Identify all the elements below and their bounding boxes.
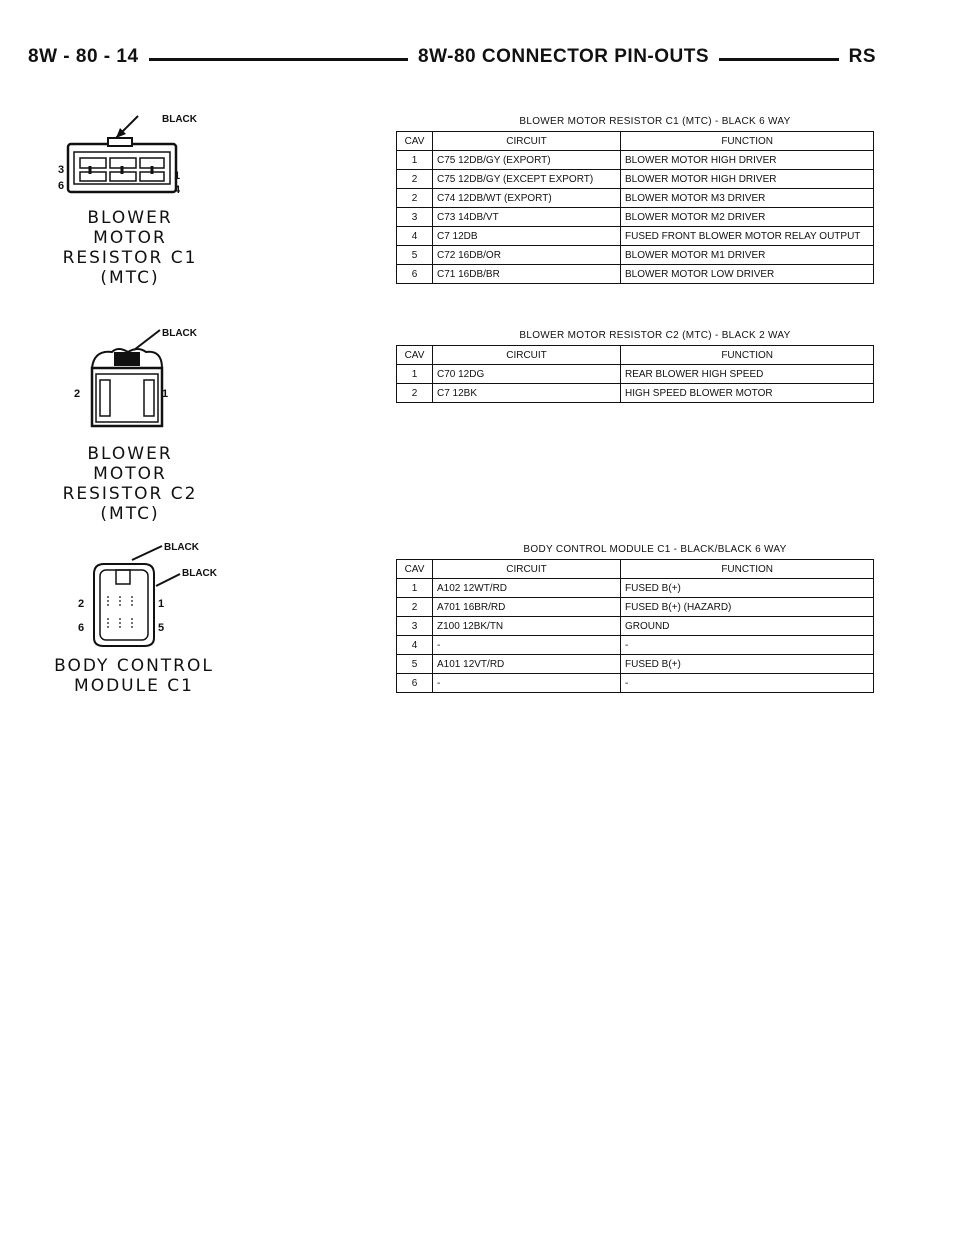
- column-header-function: FUNCTION: [621, 346, 874, 365]
- table-row: [397, 246, 874, 265]
- circuit-cell: A101 12VT/RD: [433, 655, 621, 674]
- function-cell: BLOWER MOTOR LOW DRIVER: [621, 265, 874, 284]
- function-cell: FUSED B(+): [621, 579, 874, 598]
- column-header-function: FUNCTION: [621, 560, 874, 579]
- table-row: [397, 365, 874, 384]
- circuit-cell: A102 12WT/RD: [433, 579, 621, 598]
- column-header-cav: CAV: [397, 132, 433, 151]
- cav-cell: 6: [397, 674, 433, 693]
- connector-label: BLOWER MOTOR RESISTOR C2 (MTC): [62, 444, 198, 524]
- cav-cell: 2: [397, 384, 433, 403]
- circuit-cell: C7 12BK: [433, 384, 621, 403]
- cav-cell: 5: [397, 655, 433, 674]
- color-callout-top: BLACK: [164, 542, 199, 553]
- function-cell: BLOWER MOTOR HIGH DRIVER: [621, 170, 874, 189]
- table-row: [397, 227, 874, 246]
- table-title: BLOWER MOTOR RESISTOR C1 (MTC) - BLACK 6 WAY: [519, 116, 791, 127]
- pinout-table: [396, 131, 874, 284]
- table-row: [397, 384, 874, 403]
- function-cell: BLOWER MOTOR HIGH DRIVER: [621, 151, 874, 170]
- color-callout-side: BLACK: [182, 568, 217, 579]
- cav-cell: 6: [397, 265, 433, 284]
- page-number: 8W - 80 - 14: [28, 46, 149, 68]
- circuit-cell: C70 12DG: [433, 365, 621, 384]
- pinout-table-blower-resistor-c1: [396, 116, 874, 284]
- pinout-table: [396, 345, 874, 403]
- pinout-table: [396, 559, 874, 693]
- table-header-row: [397, 560, 874, 579]
- pin-number: 1: [162, 388, 169, 400]
- circuit-cell: C75 12DB/GY (EXCEPT EXPORT): [433, 170, 621, 189]
- pin-number: 1: [158, 598, 165, 610]
- table-title: BLOWER MOTOR RESISTOR C2 (MTC) - BLACK 2 WAY: [519, 330, 791, 341]
- cav-cell: 2: [397, 598, 433, 617]
- circuit-cell: C74 12DB/WT (EXPORT): [433, 189, 621, 208]
- table-row: [397, 579, 874, 598]
- cav-cell: 3: [397, 208, 433, 227]
- table-header-row: [397, 132, 874, 151]
- circuit-cell: C75 12DB/GY (EXPORT): [433, 151, 621, 170]
- function-cell: BLOWER MOTOR M2 DRIVER: [621, 208, 874, 227]
- table-header-row: [397, 346, 874, 365]
- function-cell: FUSED B(+): [621, 655, 874, 674]
- pin-number: 6: [78, 622, 85, 634]
- column-header-function: FUNCTION: [621, 132, 874, 151]
- cav-cell: 2: [397, 170, 433, 189]
- column-header-cav: CAV: [397, 346, 433, 365]
- table-row: [397, 636, 874, 655]
- column-header-circuit: CIRCUIT: [433, 560, 621, 579]
- page-header: [28, 42, 876, 72]
- pin-number: 6: [58, 180, 65, 192]
- pin-number: 3: [58, 164, 65, 176]
- table-row: [397, 617, 874, 636]
- table-title: BODY CONTROL MODULE C1 - BLACK/BLACK 6 WAY: [523, 544, 787, 555]
- table-row: [397, 655, 874, 674]
- color-callout: BLACK: [162, 328, 197, 339]
- circuit-cell: C72 16DB/OR: [433, 246, 621, 265]
- function-cell: -: [621, 674, 874, 693]
- column-header-circuit: CIRCUIT: [433, 346, 621, 365]
- table-row: [397, 265, 874, 284]
- connector-label: BODY CONTROL MODULE C1: [54, 656, 214, 696]
- model-code: RS: [839, 46, 876, 68]
- cav-cell: 3: [397, 617, 433, 636]
- cav-cell: 2: [397, 189, 433, 208]
- table-row: [397, 674, 874, 693]
- column-header-cav: CAV: [397, 560, 433, 579]
- table-row: [397, 151, 874, 170]
- function-cell: FUSED FRONT BLOWER MOTOR RELAY OUTPUT: [621, 227, 874, 246]
- table-row: [397, 189, 874, 208]
- column-header-circuit: CIRCUIT: [433, 132, 621, 151]
- pin-number: 2: [74, 388, 81, 400]
- circuit-cell: C73 14DB/VT: [433, 208, 621, 227]
- table-row: [397, 598, 874, 617]
- connector-label: BLOWER MOTOR RESISTOR C1 (MTC): [62, 208, 198, 288]
- circuit-cell: Z100 12BK/TN: [433, 617, 621, 636]
- pin-number: 2: [78, 598, 85, 610]
- connector-figure-blower-resistor-c2: [50, 322, 210, 524]
- pin-number: 5: [158, 622, 165, 634]
- page-title: 8W-80 CONNECTOR PIN-OUTS: [408, 46, 719, 68]
- cav-cell: 1: [397, 151, 433, 170]
- circuit-cell: -: [433, 674, 621, 693]
- cav-cell: 4: [397, 636, 433, 655]
- connector-figure-bcm-c1: [54, 540, 217, 700]
- color-callout: BLACK: [162, 114, 197, 125]
- cav-cell: 4: [397, 227, 433, 246]
- pinout-table-bcm-c1: [396, 544, 874, 693]
- circuit-cell: C7 12DB: [433, 227, 621, 246]
- pin-number: 4: [174, 184, 181, 196]
- function-cell: GROUND: [621, 617, 874, 636]
- function-cell: BLOWER MOTOR M1 DRIVER: [621, 246, 874, 265]
- circuit-cell: -: [433, 636, 621, 655]
- function-cell: HIGH SPEED BLOWER MOTOR: [621, 384, 874, 403]
- circuit-cell: C71 16DB/BR: [433, 265, 621, 284]
- table-row: [397, 208, 874, 227]
- function-cell: REAR BLOWER HIGH SPEED: [621, 365, 874, 384]
- table-row: [397, 170, 874, 189]
- function-cell: BLOWER MOTOR M3 DRIVER: [621, 189, 874, 208]
- pin-number: 1: [174, 170, 181, 182]
- cav-cell: 5: [397, 246, 433, 265]
- connector-figure-blower-resistor-c1: [50, 108, 210, 288]
- cav-cell: 1: [397, 579, 433, 598]
- circuit-cell: A701 16BR/RD: [433, 598, 621, 617]
- function-cell: -: [621, 636, 874, 655]
- function-cell: FUSED B(+) (HAZARD): [621, 598, 874, 617]
- cav-cell: 1: [397, 365, 433, 384]
- pinout-table-blower-resistor-c2: [396, 330, 874, 403]
